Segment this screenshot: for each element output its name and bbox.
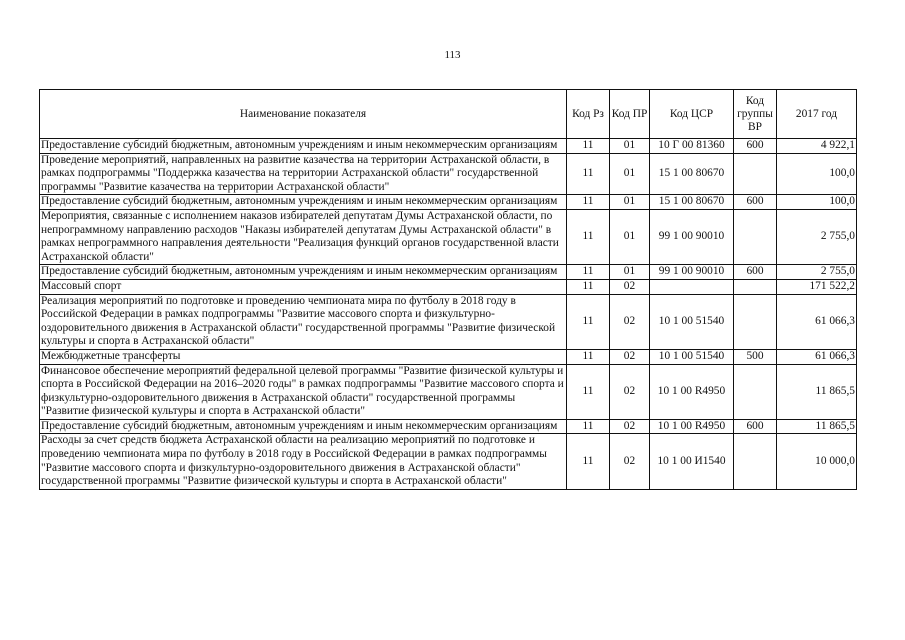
row-vr: 500 xyxy=(734,349,777,364)
row-name: Межбюджетные трансферты xyxy=(40,349,567,364)
header-csr: Код ЦСР xyxy=(650,90,734,139)
row-name: Массовый спорт xyxy=(40,279,567,294)
header-rz: Код Рз xyxy=(567,90,610,139)
row-name: Предоставление субсидий бюджетным, автономным учреждениям и иным некоммерческим организациям xyxy=(40,139,567,154)
row-pr: 02 xyxy=(610,349,650,364)
row-csr: 10 Г 00 81360 xyxy=(650,139,734,154)
table-row xyxy=(40,294,857,349)
row-amount: 61 066,3 xyxy=(777,294,857,349)
header-pr: Код ПР xyxy=(610,90,650,139)
row-csr: 99 1 00 90010 xyxy=(650,209,734,264)
row-pr: 02 xyxy=(610,364,650,419)
row-rz: 11 xyxy=(567,419,610,434)
row-rz: 11 xyxy=(567,265,610,280)
budget-table xyxy=(39,89,857,490)
row-pr: 01 xyxy=(610,153,650,195)
row-pr: 01 xyxy=(610,265,650,280)
row-vr xyxy=(734,279,777,294)
row-pr: 02 xyxy=(610,419,650,434)
row-csr: 15 1 00 80670 xyxy=(650,195,734,210)
row-csr: 10 1 00 И1540 xyxy=(650,434,734,489)
table-row xyxy=(40,139,857,154)
header-vr: Код группы ВР xyxy=(734,90,777,139)
row-rz: 11 xyxy=(567,195,610,210)
row-amount: 100,0 xyxy=(777,195,857,210)
row-pr: 01 xyxy=(610,195,650,210)
row-name: Проведение мероприятий, направленных на развитие казачества на территории Астраханской области, в рамках подпрограммы "Поддержка казачества на территории Астраханской области" государственной программы "Развитие казачества на территории Астраханской области" xyxy=(40,153,567,195)
row-amount: 100,0 xyxy=(777,153,857,195)
row-amount: 171 522,2 xyxy=(777,279,857,294)
row-csr xyxy=(650,279,734,294)
row-vr: 600 xyxy=(734,265,777,280)
page-number: 113 xyxy=(444,49,461,61)
header-name: Наименование показателя xyxy=(40,90,567,139)
table-row xyxy=(40,279,857,294)
table-row xyxy=(40,364,857,419)
row-csr: 10 1 00 51540 xyxy=(650,349,734,364)
row-name: Мероприятия, связанные с исполнением наказов избирателей депутатам Думы Астраханской области, по непрограммному направлению расходов "Наказы избирателей депутатам Думы Астраханской области" в рамках непрограммного направления деятельности "Реализация функций органов государственной власти Астраханской области" xyxy=(40,209,567,264)
header-year: 2017 год xyxy=(777,90,857,139)
row-pr: 02 xyxy=(610,279,650,294)
row-amount: 11 865,5 xyxy=(777,419,857,434)
table-row xyxy=(40,349,857,364)
row-vr xyxy=(734,209,777,264)
row-rz: 11 xyxy=(567,209,610,264)
row-pr: 01 xyxy=(610,209,650,264)
row-pr: 02 xyxy=(610,434,650,489)
row-name: Финансовое обеспечение мероприятий федеральной целевой программы "Развитие физической культуры и спорта в Российской Федерации на 2016–2020 годы" в рамках подпрограммы "Развитие массового спорта и физкультурно-оздоровительного движения в Астраханской области" государственной программы "Развитие физической культуры и спорта в Астраханской области" xyxy=(40,364,567,419)
row-vr xyxy=(734,153,777,195)
row-name: Предоставление субсидий бюджетным, автономным учреждениям и иным некоммерческим организациям xyxy=(40,419,567,434)
row-vr xyxy=(734,434,777,489)
row-vr xyxy=(734,294,777,349)
row-pr: 01 xyxy=(610,139,650,154)
row-name: Предоставление субсидий бюджетным, автономным учреждениям и иным некоммерческим организациям xyxy=(40,265,567,280)
table-header-row xyxy=(40,90,857,139)
row-amount: 2 755,0 xyxy=(777,265,857,280)
row-rz: 11 xyxy=(567,349,610,364)
table-row xyxy=(40,419,857,434)
row-rz: 11 xyxy=(567,434,610,489)
row-rz: 11 xyxy=(567,279,610,294)
row-amount: 4 922,1 xyxy=(777,139,857,154)
table-row xyxy=(40,195,857,210)
row-name: Реализация мероприятий по подготовке и проведению чемпионата мира по футболу в 2018 году в Российской Федерации в рамках подпрограммы "Развитие массового спорта и физкультурно-оздоровительного движения в Астраханской области" государственной программы "Развитие физической культуры и спорта в Астраханской области" xyxy=(40,294,567,349)
row-pr: 02 xyxy=(610,294,650,349)
row-vr xyxy=(734,364,777,419)
row-csr: 10 1 00 R4950 xyxy=(650,419,734,434)
row-csr: 10 1 00 R4950 xyxy=(650,364,734,419)
row-amount: 10 000,0 xyxy=(777,434,857,489)
row-vr: 600 xyxy=(734,195,777,210)
row-name: Предоставление субсидий бюджетным, автономным учреждениям и иным некоммерческим организациям xyxy=(40,195,567,210)
row-csr: 99 1 00 90010 xyxy=(650,265,734,280)
row-csr: 15 1 00 80670 xyxy=(650,153,734,195)
row-amount: 61 066,3 xyxy=(777,349,857,364)
row-amount: 2 755,0 xyxy=(777,209,857,264)
row-rz: 11 xyxy=(567,294,610,349)
table-row xyxy=(40,153,857,195)
row-rz: 11 xyxy=(567,139,610,154)
row-amount: 11 865,5 xyxy=(777,364,857,419)
table-row xyxy=(40,265,857,280)
table-row xyxy=(40,434,857,489)
row-rz: 11 xyxy=(567,153,610,195)
row-name: Расходы за счет средств бюджета Астраханской области на реализацию мероприятий по подготовке и проведению чемпионата мира по футболу в 2018 году в Российской Федерации в рамках подпрограммы "Развитие массового спорта и физкультурно-оздоровительного движения в Астраханской области" государственной программы "Развитие физической культуры и спорта в Астраханской области" xyxy=(40,434,567,489)
row-vr: 600 xyxy=(734,139,777,154)
row-rz: 11 xyxy=(567,364,610,419)
row-vr: 600 xyxy=(734,419,777,434)
row-csr: 10 1 00 51540 xyxy=(650,294,734,349)
table-row xyxy=(40,209,857,264)
